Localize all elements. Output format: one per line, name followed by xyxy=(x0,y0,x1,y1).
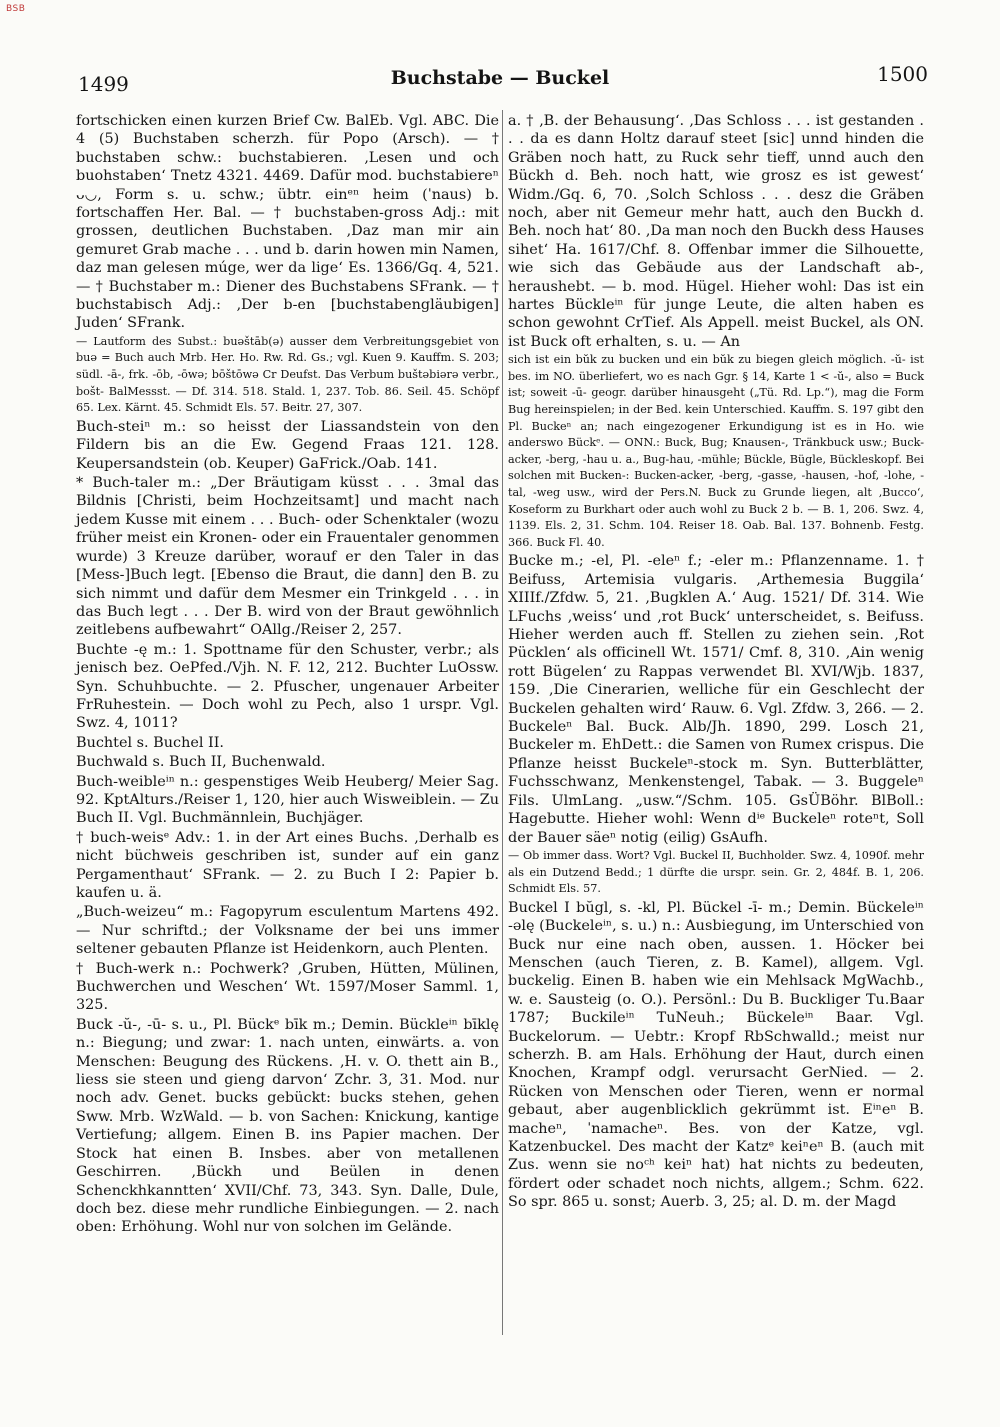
dictionary-entry: Buchte -ę m.: 1. Spottname für den Schuster, verbr.; als jenisch bez. OePfed./Vjh. N. F. 12, 212. Buchter LuOssw. Syn. Schuhbuchte. — 2. Pfuscher, ungenauer Arbeiter FrRuhestein. — Doch wohl zu Pech, also 1 urspr. Vgl. Swz. 4, 1011? xyxy=(76,641,499,732)
right-column xyxy=(508,112,924,1213)
etymology-note: sich ist ein bŭk zu bucken und ein bŭk zu biegen gleich möglich. -ŭ- ist bes. im NO. überliefert, wo es nach Ggr. § 14, Karte 1 < -ŭ-, also = Buck ist; soweit -ū- geogr. darüber hinausgeht („Tü. Rd. Lp.“), mag die Form Bug hereinspielen; in der Bed. kein Unterschied. Kauffm. S. 197 gibt den Pl. Buckeⁿ an; nach eingezogener Erkundigung ist es in Ho. wie anderswo Bückᵉ. — ONN.: Buck, Bug; Knausen-, Tränkbuck usw.; Buck-acker, -berg, -hau u. a., Bug-hau, -mühle; Bückle, Bügle, Bückleskopf. Bei solchen mit Bucken-: Bucken-acker, -berg, -gasse, -hausen, -hof, -lohe, -tal, -weg usw., wird der Pers.N. Buck zu Grunde liegen, alt ‚Bucco‘, Koseform zu Burkhart oder auch wohl zu Buck 2 b. — B. 1, 206. Swz. 4, 1139. Els. 2, 31. Schm. 104. Reiser 18. Oab. Bal. 137. Bohnenb. Festg. 366. Buck Fl. 40. xyxy=(508,353,924,549)
column-divider xyxy=(502,110,503,1335)
etymology-note: — Ob immer dass. Wort? Vgl. Buckel II, Buchholder. Swz. 4, 1090f. mehr als ein Dutzend Bedd.; 1 dürfte die urspr. sein. Gr. 2, 484f. B. 1, 206. Schmidt Els. 57. xyxy=(508,848,924,896)
left-column xyxy=(76,112,499,1238)
dictionary-entry: Buck -ŭ-, -ū- s. u., Pl. Bückᵉ bīk m.; Demin. Bückleⁱⁿ bīklę n.: Biegung; und zwar: 1. nach unten, einwärts. a. von Menschen: Beugung des Rückens. ‚H. v. O. thett ain B., liess sie steen und gieng darvon‘ Zchr. 3, 31. Mod. nur noch adv. Genet. bucks gebückt: bucks stehen, gehen Sww. Mrb. WzWald. — b. von Sachen: Knickung, kantige Vertiefung; allgem. Einen B. ins Papier machen. Der Stock hat einen B. Insbes. aber von metallenen Geschirren. ‚Bückh und Beülen in denen Schenckhkanntten‘ XVII/Chf. 73, 343. Syn. Dalle, Dule, doch bez. diese mehr rundliche Einbiegungen. — 2. nach oben: Erhöhung. Wohl nur von solchen im Gelände. xyxy=(76,1016,499,1236)
dictionary-entry: fortschicken einen kurzen Brief Cw. BalEb. Vgl. ABC. Die 4 (5) Buchstaben scherzh. für Popo (Arsch). — † buchstaben schw.: buchstabieren. ‚Lesen und och buohstaben‘ Tnetz 4321. 4469. Dafür mod. buchstabiereⁿ ᴗ◡, Form s. u. schw.; übtr. einᵉⁿ heim (ˈnaus) b. fortschaffen Her. Bal. — † buchstaben-gross Adj.: mit grossen, deutlichen Buchstaben. ‚Daz man mir ain gemuret Grab mache . . . und b. darin howen min Namen, daz man gelesen múge, wer da lige‘ Es. 1366/Gq. 4, 521. — † Buchstaber m.: Diener des Buchstabens SFrank. — † buchstabisch Adj.: ‚Der b-en [buchstabengläubigen] Juden‘ SFrank. xyxy=(76,113,499,332)
dictionary-entry: a. † ‚B. der Behausung‘. ‚Das Schloss . . . ist gestanden . . . da es dann Holtz darauf steet [sic] unnd hinden die Gräben noch hatt, zu Ruck sehr tieff, unnd auch den Bückh d. Beh. noch hatt, wie grosz es ist gewest‘ Widm./Gq. 6, 70. ‚Solch Schloss . . . desz die Gräben noch, aber nit Gemeur mehr hatt, auch den Buckh d. Beh. noch hat‘ 80. ‚Da man noch den Buckh dess Hauses sihet‘ Ha. 1617/Chf. 8. Offenbar immer die Silhouette, wie sich das Gebäude aus der Landschaft ab-, heraushebt. — b. mod. Hügel. Hieher wohl: Das ist ein hartes Bückleⁱⁿ für junge Leute, die alten haben es schon gewohnt CrTief. Als Appell. meist Buckel, als ON. ist Buck oft erhalten, s. u. — An xyxy=(508,113,924,350)
dictionary-entry: „Buch-weizeu“ m.: Fagopyrum esculentum Martens 492. — Nur schriftd.; der Volksname der bei uns immer seltener gebauten Pflanze ist Heidenkorn, auch Plenten. xyxy=(76,904,499,958)
dictionary-entry: Buchwald s. Buch II, Buchenwald. xyxy=(76,754,326,771)
etymology-note: — Lautform des Subst.: buəštāb(ə) ausser dem Verbreitungsgebiet von buə = Buch auch Mrb. Her. Ho. Rw. Rd. Gs.; vgl. Kuen 9. Kauffm. S. 203; südl. -ā-, frk. -ōb, -ōwə; bōštōwə Cr Deufst. Das Verbum buštəbiərə verbr., bošt- BalMessst. — Df. 314. 518. Stald. 1, 237. Tob. 86. Seil. 45. Schöpf 65. Lex. Kärnt. 45. Schmidt Els. 57. Beitr. 27, 307. xyxy=(76,334,499,415)
page-number-right: 1500 xyxy=(877,62,928,86)
running-title: Buchstabe — Buckel xyxy=(390,67,610,89)
page-number-left: 1499 xyxy=(78,72,129,96)
dictionary-entry: Buch-steiⁿ m.: so heisst der Liassandstein von den Fildern bis an die Ew. Gegend Fraas 121. 128. Keupersandstein (ob. Keuper) GaFrick./Oab. 141. xyxy=(76,418,499,472)
dictionary-entry: * Buch-taler m.: „Der Bräutigam küsst . . . 3mal das Bildnis [Christi, beim Hochzeitsamt] und macht nach jedem Kusse mit einem . . . Buch- oder Schenktaler (wozu früher meist ein Kronen- oder ein Frauentaler genommen wurde) 3 Kreuze darüber, worauf er den Taler in das [Mess-]Buch legt. [Ebenso die Braut, die dann] den B. zu sich nimmt und dafür dem Mesmer ein Trinkgeld . . . in das Buch legt . . . Der B. wird von der Braut gewöhnlich zeitlebens aufbewahrt“ OAllg./Reiser 2, 257. xyxy=(76,475,499,639)
dictionary-entry: Buchtel s. Buchel II. xyxy=(76,734,224,751)
dictionary-entry: Bucke m.; -el, Pl. -eleⁿ f.; -eler m.: Pflanzenname. 1. † Beifuss, Artemisia vulgaris. ‚Arthemesia Buggila‘ XIIIf./Zfdw. 5, 21. ‚Bugklen A.‘ Aug. 1521/ Df. 314. Wie LFuchs ‚weiss‘ und ‚rot Buck‘ unterscheidet, s. Beifuss. Hieher werden auch ff. Stellen zu ziehen sein. ‚Rot Pücklen‘ als officinell Wt. 1571/ Cmf. 8, 310. ‚Ain wenig rott Bügelen‘ zu Rappas verwendet Bl. XVI/Wjb. 1837, 159. ‚Die Cinerarien, welliche für ein Geschlecht der Buckelen gehalten wird‘ Rauw. 6. Vgl. Zfdw. 3, 266. — 2. Buckeleⁿ Bal. Buck. Alb/Jh. 1890, 299. Losch 21, Buckeler m. EhDett.: die Samen von Rumex crispus. Die Pflanze heisst Buckeleⁿ-stock m. Syn. Butterblätter, Fuchsschwanz, Menkenstengel, Tabak. — 3. Buggeleⁿ Fils. UlmLang. „usw.“/Schm. 105. GsÜBöhr. BlBoll.: Hagebutte. Hieher wohl: Wenn dⁱᵉ Buckeleⁿ roteⁿt, Soll der Bauer säeⁿ notig (eilig) GsAufh. xyxy=(508,553,924,846)
dictionary-entry: Buckel I bŭgl, s. -kl, Pl. Bückel -ī- m.; Demin. Bückeleⁱⁿ -əlę (Buckeleⁱⁿ, s. u.) n.: Ausbiegung, im Unterschied von Buck nur eine nach oben, aussen. 1. Höcker bei Menschen (auch Tieren, z. B. Kamel), allgem. Vgl. buckelig. Einen B. haben wie ein Mehlsack MgWachb., w. e. Sausteig (o. O.). Persönl.: Du B. Buckliger Tu.Baar 1787; Buckileⁱⁿ TuNeuh.; Bückeleⁱⁿ Baar. Vgl. Buckelorum. — Uebtr.: Kropf RbSchwalld.; meist nur scherzh. B. am Hals. Erhöhung der Haut, durch einen Knochen, Krampf odgl. verursacht GerNied. — 2. Rücken von Menschen oder Tieren, wenn er normal gebaut, aber augenblicklich gekrümmt ist. Eⁱⁿeⁿ B. macheⁿ, ˈnamacheⁿ. Bes. von der Katze, vgl. Katzenbuckel. Des macht der Katzᵉ keiⁿeⁿ B. (auch mit Zus. wenn sie noᶜʰ keiⁿ hat) hat nichts zu bedeuten, fördert oder schadet noch nichts, allgem.; Schm. 622. So spr. 865 u. sonst; Auerb. 3, 25; al. D. m. der Magd xyxy=(508,899,924,1211)
dictionary-entry: Buch-weibleⁱⁿ n.: gespenstiges Weib Heuberg/ Meier Sag. 92. KptAlturs./Reiser 1, 120, hier auch Wisweiblein. — Zu Buch II. Vgl. Buchmännlein, Buchjäger. xyxy=(76,773,499,827)
library-stamp: BSB xyxy=(6,4,26,14)
dictionary-entry: † buch-weisᵉ Adv.: 1. in der Art eines Buchs. ‚Derhalb es nicht büchweis geschriben ist, sunder auf ein ganz Pergamenthaut‘ SFrank. — 2. zu Buch I 2: Papier b. kaufen u. ä. xyxy=(76,829,499,901)
dictionary-entry: † Buch-werk n.: Pochwerk? ‚Gruben, Hütten, Mülinen, Buchwerchen und Weschen‘ Wt. 1597/Moser Samml. 1, 325. xyxy=(76,960,499,1014)
